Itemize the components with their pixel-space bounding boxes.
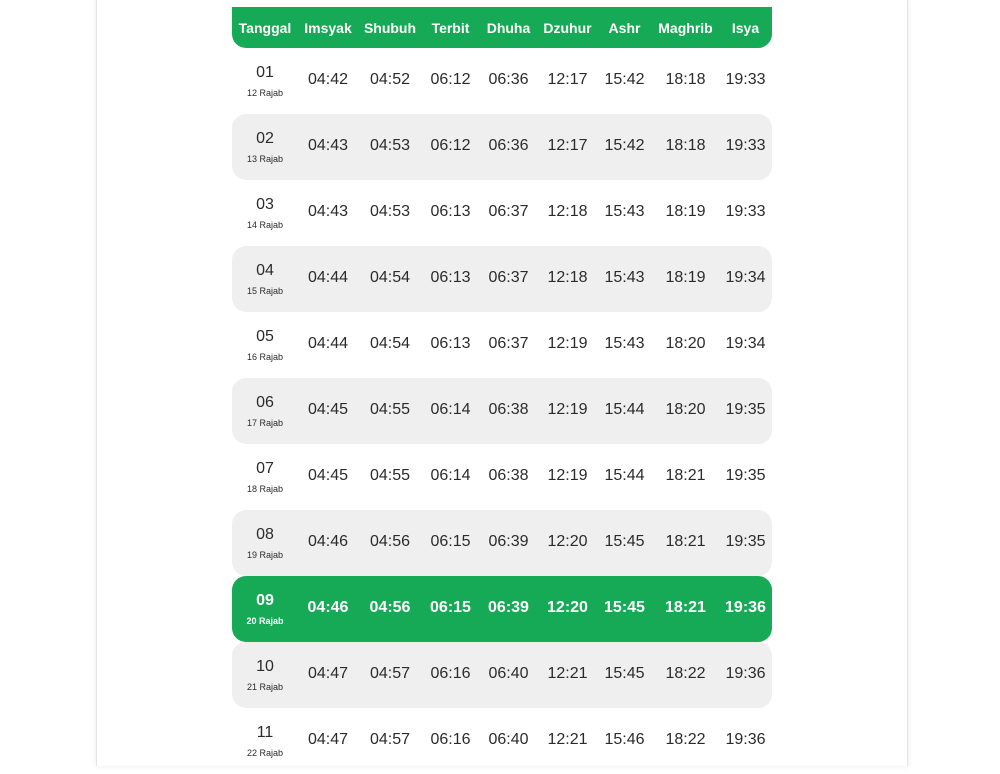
time-imsyak: 04:42 — [307, 71, 349, 88]
time-shubuh: 04:54 — [369, 335, 411, 352]
time-dzuhur: 12:21 — [547, 665, 588, 682]
time-dzuhur: 12:19 — [547, 335, 588, 352]
gregorian-day: 09 — [256, 591, 274, 609]
hijri-date: 17 Rajab — [246, 417, 284, 428]
time-dhuha: 06:39 — [488, 599, 529, 616]
table-row — [232, 114, 772, 180]
date-cell — [232, 460, 298, 495]
hijri-date: 12 Rajab — [246, 87, 284, 98]
time-isya: 19:34 — [725, 269, 766, 286]
hijri-date: 19 Rajab — [246, 549, 284, 560]
date-cell — [232, 592, 298, 627]
column-header-dhuha: Dhuha — [486, 19, 531, 36]
table-row — [232, 378, 772, 444]
gregorian-day: 10 — [256, 657, 274, 675]
time-dhuha: 06:37 — [488, 269, 529, 286]
time-dhuha: 06:37 — [488, 335, 529, 352]
time-terbit: 06:12 — [430, 71, 471, 88]
time-terbit: 06:13 — [430, 335, 471, 352]
time-shubuh: 04:57 — [369, 731, 411, 748]
time-imsyak: 04:47 — [307, 731, 349, 748]
time-shubuh: 04:56 — [369, 533, 411, 550]
time-maghrib: 18:19 — [665, 203, 706, 220]
time-dzuhur: 12:19 — [547, 401, 588, 418]
time-imsyak: 04:45 — [307, 401, 349, 418]
table-row — [232, 708, 772, 774]
column-header-terbit: Terbit — [431, 19, 470, 36]
time-imsyak: 04:46 — [307, 599, 349, 616]
gregorian-day: 01 — [256, 63, 274, 81]
column-header-isya: Isya — [731, 19, 760, 36]
date-cell — [232, 130, 298, 165]
date-cell — [232, 724, 298, 759]
time-dhuha: 06:37 — [488, 203, 529, 220]
time-ashr: 15:42 — [604, 71, 645, 88]
time-ashr: 15:44 — [604, 467, 645, 484]
time-terbit: 06:13 — [430, 203, 471, 220]
time-isya: 19:33 — [725, 71, 766, 88]
hijri-date: 13 Rajab — [246, 153, 284, 164]
time-shubuh: 04:53 — [369, 137, 411, 154]
table-row — [232, 510, 772, 576]
time-dhuha: 06:36 — [488, 137, 529, 154]
hijri-date: 20 Rajab — [246, 615, 284, 626]
time-maghrib: 18:22 — [665, 665, 706, 682]
date-cell — [232, 658, 298, 693]
time-dhuha: 06:39 — [488, 533, 529, 550]
time-maghrib: 18:19 — [665, 269, 706, 286]
table-row-today — [232, 576, 772, 642]
time-shubuh: 04:52 — [369, 71, 411, 88]
gregorian-day: 07 — [256, 459, 274, 477]
time-shubuh: 04:55 — [369, 467, 411, 484]
time-ashr: 15:43 — [604, 269, 645, 286]
table-header — [232, 7, 772, 48]
time-imsyak: 04:46 — [307, 533, 349, 550]
time-dzuhur: 12:20 — [547, 599, 588, 616]
table-row — [232, 642, 772, 708]
date-cell — [232, 64, 298, 99]
gregorian-day: 06 — [256, 393, 274, 411]
time-dhuha: 06:38 — [488, 401, 529, 418]
time-shubuh: 04:55 — [369, 401, 411, 418]
gregorian-day: 05 — [256, 327, 274, 345]
time-imsyak: 04:47 — [307, 665, 349, 682]
hijri-date: 16 Rajab — [246, 351, 284, 362]
hijri-date: 18 Rajab — [246, 483, 284, 494]
time-dzuhur: 12:19 — [547, 467, 588, 484]
time-maghrib: 18:21 — [665, 467, 706, 484]
time-imsyak: 04:45 — [307, 467, 349, 484]
time-shubuh: 04:56 — [369, 599, 411, 616]
time-maghrib: 18:18 — [665, 137, 706, 154]
table-row — [232, 180, 772, 246]
hijri-date: 15 Rajab — [246, 285, 284, 296]
time-ashr: 15:45 — [604, 665, 645, 682]
time-isya: 19:33 — [725, 137, 766, 154]
time-dzuhur: 12:21 — [547, 731, 588, 748]
time-dhuha: 06:40 — [488, 665, 529, 682]
time-isya: 19:34 — [725, 335, 766, 352]
time-isya: 19:36 — [725, 599, 766, 616]
time-isya: 19:35 — [725, 467, 766, 484]
time-ashr: 15:42 — [604, 137, 645, 154]
table-row — [232, 312, 772, 378]
time-dzuhur: 12:17 — [547, 137, 588, 154]
time-maghrib: 18:21 — [665, 599, 706, 616]
time-dzuhur: 12:20 — [547, 533, 588, 550]
date-cell — [232, 526, 298, 561]
hijri-date: 22 Rajab — [246, 747, 284, 758]
time-isya: 19:35 — [725, 533, 766, 550]
time-ashr: 15:45 — [604, 533, 645, 550]
gregorian-day: 04 — [256, 261, 274, 279]
gregorian-day: 08 — [256, 525, 274, 543]
time-terbit: 06:14 — [430, 467, 471, 484]
column-header-shubuh: Shubuh — [363, 19, 417, 36]
time-isya: 19:33 — [725, 203, 766, 220]
time-ashr: 15:46 — [604, 731, 645, 748]
time-terbit: 06:15 — [430, 599, 471, 616]
date-cell — [232, 262, 298, 297]
column-header-maghrib: Maghrib — [658, 19, 713, 36]
time-terbit: 06:13 — [430, 269, 471, 286]
time-dhuha: 06:36 — [488, 71, 529, 88]
time-ashr: 15:43 — [604, 335, 645, 352]
time-maghrib: 18:20 — [665, 335, 706, 352]
time-maghrib: 18:22 — [665, 731, 706, 748]
time-imsyak: 04:43 — [307, 203, 349, 220]
hijri-date: 14 Rajab — [246, 219, 284, 230]
time-shubuh: 04:53 — [369, 203, 411, 220]
time-dzuhur: 12:17 — [547, 71, 588, 88]
time-imsyak: 04:44 — [307, 335, 349, 352]
gregorian-day: 02 — [256, 129, 274, 147]
time-shubuh: 04:54 — [369, 269, 411, 286]
time-dzuhur: 12:18 — [547, 269, 588, 286]
hijri-date: 21 Rajab — [246, 681, 284, 692]
time-dzuhur: 12:18 — [547, 203, 588, 220]
time-dhuha: 06:38 — [488, 467, 529, 484]
date-cell — [232, 196, 298, 231]
time-isya: 19:36 — [725, 665, 766, 682]
gregorian-day: 11 — [256, 723, 274, 741]
table-row — [232, 48, 772, 114]
time-terbit: 06:12 — [430, 137, 471, 154]
time-isya: 19:35 — [725, 401, 766, 418]
time-terbit: 06:15 — [430, 533, 471, 550]
table-row — [232, 444, 772, 510]
time-isya: 19:36 — [725, 731, 766, 748]
time-ashr: 15:44 — [604, 401, 645, 418]
column-header-dzuhur: Dzuhur — [543, 19, 592, 36]
column-header-ashr: Ashr — [608, 19, 641, 36]
date-cell — [232, 328, 298, 363]
table-body — [232, 48, 772, 774]
time-dhuha: 06:40 — [488, 731, 529, 748]
time-terbit: 06:16 — [430, 731, 471, 748]
table-row — [232, 246, 772, 312]
date-cell — [232, 394, 298, 429]
prayer-schedule-table — [232, 7, 772, 774]
time-imsyak: 04:43 — [307, 137, 349, 154]
gregorian-day: 03 — [256, 195, 274, 213]
time-terbit: 06:16 — [430, 665, 471, 682]
time-ashr: 15:45 — [604, 599, 645, 616]
time-maghrib: 18:18 — [665, 71, 706, 88]
time-ashr: 15:43 — [604, 203, 645, 220]
time-shubuh: 04:57 — [369, 665, 411, 682]
column-header-tanggal: Tanggal — [238, 19, 292, 36]
time-terbit: 06:14 — [430, 401, 471, 418]
time-maghrib: 18:21 — [665, 533, 706, 550]
column-header-imsyak: Imsyak — [304, 19, 352, 36]
time-imsyak: 04:44 — [307, 269, 349, 286]
time-maghrib: 18:20 — [665, 401, 706, 418]
